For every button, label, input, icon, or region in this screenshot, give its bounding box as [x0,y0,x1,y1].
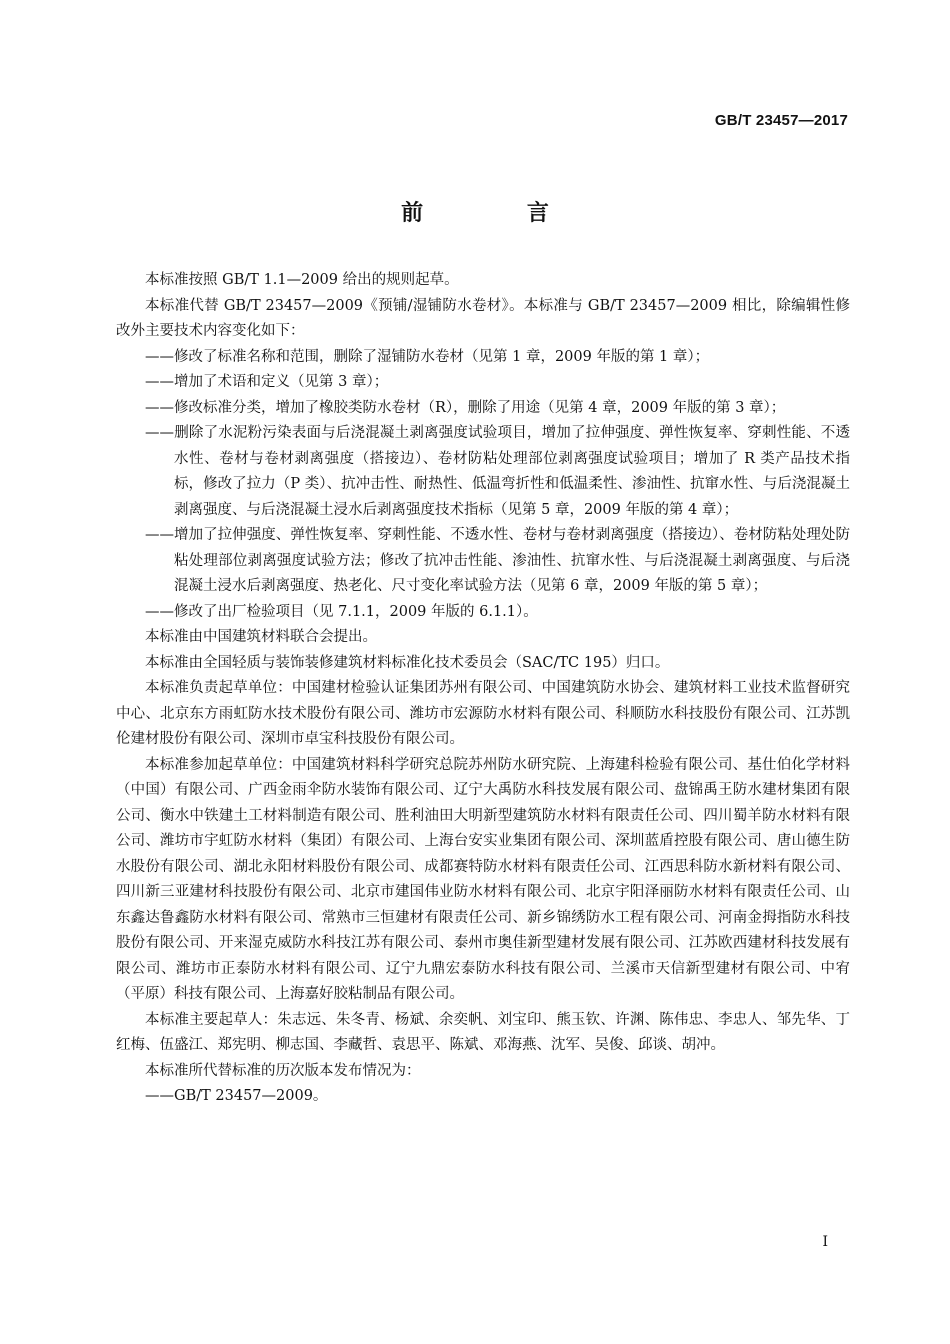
page-number: I [822,1234,828,1250]
change-item: ——删除了水泥粉污染表面与后浇混凝土剥离强度试验项目，增加了拉伸强度、弹性恢复率、穿刺性能、不透水性、卷材与卷材剥离强度（搭接边）、卷材防粘处理部位剥离强度试验项目；增加了 R 类产品技术指标，修改了拉力（P 类）、抗冲击性、耐热性、低温弯折性和低温柔性、渗油性、抗窜水性、与后浇混凝土剥离强度、与后浇混凝土浸水后剥离强度技术指标（见第 5 章，2009 年版的第 4 章）； [145,425,850,518]
paragraph-lead-units: 本标准负责起草单位：中国建材检验认证集团苏州有限公司、中国建筑防水协会、建筑材料工业技术监督研究中心、北京东方雨虹防水技术股份有限公司、潍坊市宏源防水材料有限公司、科顺防水科技股份有限公司、江苏凯伦建材股份有限公司、深圳市卓宝科技股份有限公司。 [116,680,850,747]
paragraph-proposer: 本标准由中国建筑材料联合会提出。 [145,629,377,645]
paragraph-history-intro: 本标准所代替标准的历次版本发布情况为： [145,1062,421,1079]
change-item: ——修改标准分类，增加了橡胶类防水卷材（R），删除了用途（见第 4 章，2009 年版的第 3 章）； [145,399,786,416]
foreword-body [116,268,850,1110]
change-item: ——增加了术语和定义（见第 3 章）； [145,374,389,390]
change-item: ——修改了出厂检验项目（见 7.1.1，2009 年版的 6.1.1）。 [145,603,538,620]
history-item: ——GB/T 23457—2009。 [145,1088,328,1104]
paragraph-replacement: 本标准代替 GB/T 23457—2009《预铺/湿铺防水卷材》。本标准与 GB/T 23457—2009 相比，除编辑性修改外主要技术内容变化如下： [116,297,850,339]
paragraph-participating-units: 本标准参加起草单位：中国建筑材料科学研究总院苏州防水研究院、上海建科检验有限公司、基仕伯化学材料（中国）有限公司、广西金雨伞防水装饰有限公司、辽宁大禹防水科技发展有限公司、盘锦禹王防水建材集团有限公司、衡水中铁建土工材料制造有限公司、胜利油田大明新型建筑防水材料有限责任公司、四川蜀羊防水材料有限公司、潍坊市宇虹防水材料（集团）有限公司、上海台安实业集团有限公司、深圳蓝盾控股有限公司、唐山德生防水股份有限公司、湖北永阳材料股份有限公司、成都赛特防水材料有限责任公司、江西思科防水新材料有限公司、四川新三亚建材科技股份有限公司、北京市建国伟业防水材料有限公司、北京宇阳泽丽防水材料有限责任公司、山东鑫达鲁鑫防水材料有限公司、常熟市三恒建材有限责任公司、新乡锦绣防水工程有限公司、河南金拇指防水科技股份有限公司、开来湿克威防水科技江苏有限公司、泰州市奥佳新型建材发展有限公司、江苏欧西建材科技发展有限公司、潍坊市正泰防水材料有限公司、辽宁九鼎宏泰防水科技有限公司、兰溪市天信新型建材有限公司、中宥（平原）科技有限公司、上海嘉好胶粘制品有限公司。 [116,756,850,1002]
standard-code: GB/T 23457—2017 [714,112,848,129]
page-title: 前 言 [401,201,597,226]
change-item: ——修改了标准名称和范围，删除了湿铺防水卷材（见第 1 章，2009 年版的第 1 章）； [145,348,710,365]
change-item: ——增加了拉伸强度、弹性恢复率、穿刺性能、不透水性、卷材与卷材剥离强度（搭接边）、卷材防粘处理处防粘处理部位剥离强度试验方法；修改了抗冲击性能、渗油性、抗窜水性、与后浇混凝土剥离强度、与后浇混凝土浸水后剥离强度、热老化、尺寸变化率试验方法（见第 6 章，2009 年版的第 5 章）； [145,527,850,594]
paragraph-drafting-rules: 本标准按照 GB/T 1.1—2009 给出的规则起草。 [145,272,459,288]
paragraph-drafters: 本标准主要起草人：朱志远、朱冬青、杨斌、余奕帆、刘宝印、熊玉钦、许渊、陈伟忠、李忠人、邹先华、丁红梅、伍盛江、郑宪明、柳志国、李藏哲、袁思平、陈斌、邓海燕、沈军、吴俊、邱谈、胡冲。 [116,1011,850,1053]
paragraph-committee: 本标准由全国轻质与装饰装修建筑材料标准化技术委员会（SAC/TC 195）归口。 [145,654,670,671]
